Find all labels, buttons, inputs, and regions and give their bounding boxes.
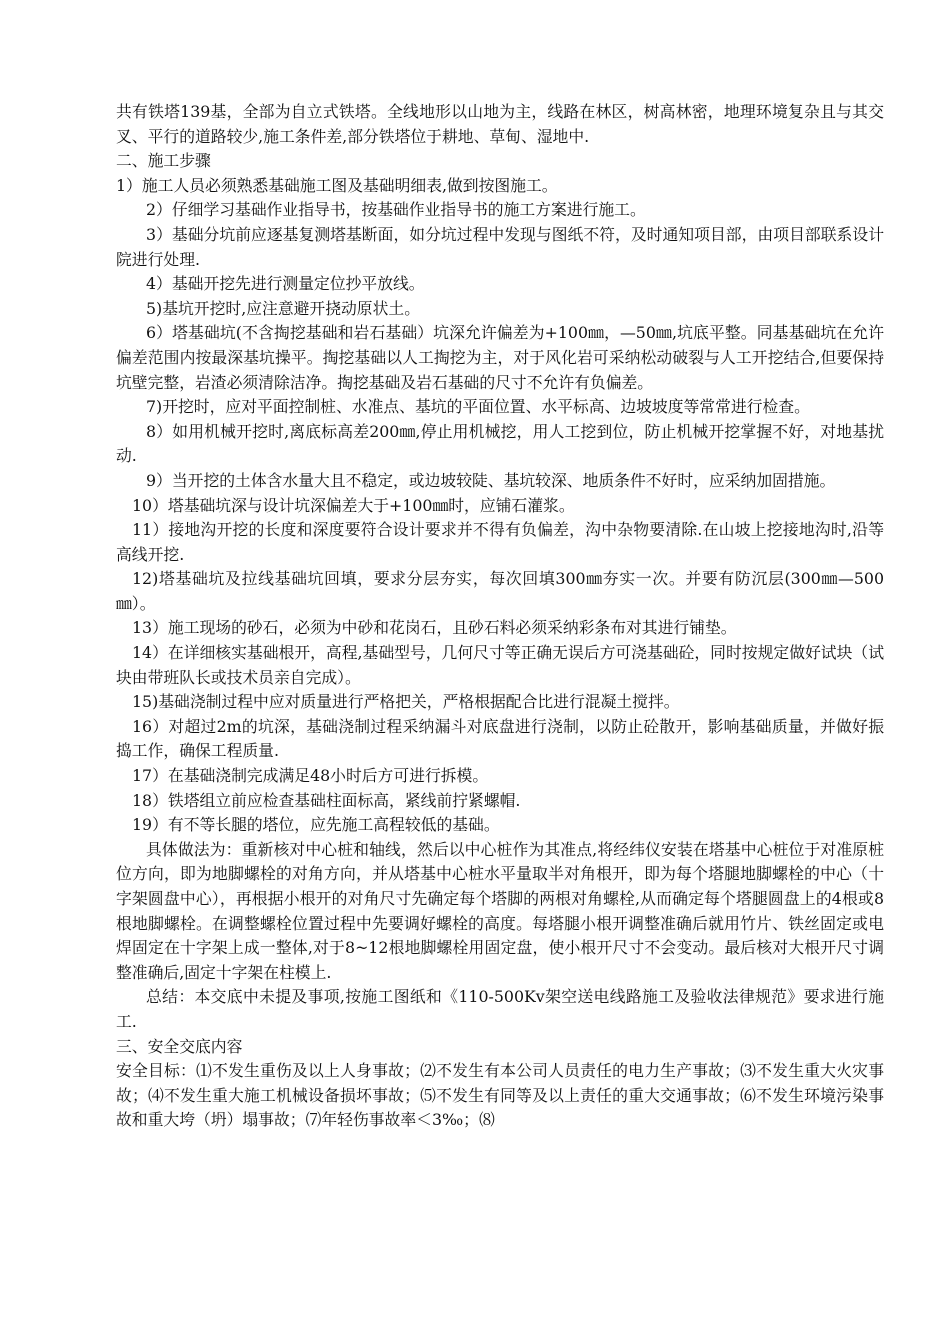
step-1: 1）施工人员必须熟悉基础施工图及基础明细表,做到按图施工。: [116, 175, 558, 195]
summary-paragraph: 总结：本交底中未提及事项,按施工图纸和《110-500Kv架空送电线路施工及验收法律规范》要求进行施工.: [116, 987, 884, 1031]
step-16: 16）对超过2m的坑深，基础浇制过程采纳漏斗对底盘进行浇制，以防止砼散开，影响基础质量，并做好振捣工作，确保工程质量.: [116, 716, 884, 761]
step-4: 4）基础开挖先进行测量定位抄平放线。: [146, 274, 425, 294]
step-10: 10）塔基础坑深与设计坑深偏差大于+100㎜时，应铺石灌浆。: [132, 495, 575, 515]
step-17: 17）在基础浇制完成满足48小时后方可进行拆模。: [132, 766, 489, 786]
step-5: 5)基坑开挖时,应注意避开挠动原状土。: [146, 298, 420, 318]
specific-method-paragraph: 具体做法为：重新核对中心桩和轴线，然后以中心桩作为其准点,将经纬仪安装在塔基中心桩位于对准原桩位方向，即为地脚螺栓的对角方向，并从塔基中心桩水平量取半对角根开，即为每个塔腿地脚螺栓的中心（十字架圆盘中心），再根据小根开的对角尺寸先确定每个塔脚的两根对角螺栓,从而确定每个塔腿圆盘上的4根或8根地脚螺栓。在调整螺栓位置过程中先要调好螺栓的高度。每塔腿小根开调整准确后就用竹片、铁丝固定或电焊固定在十字架上成一整体,对于8~12根地脚螺栓用固定盘，使小根开尺寸不会变动。最后核对大根开尺寸调整准确后,固定十字架在柱模上.: [116, 839, 884, 982]
step-15: 15)基础浇制过程中应对质量进行严格把关，严格根据配合比进行混凝土搅拌。: [132, 692, 680, 712]
step-3: 3）基础分坑前应逐基复测塔基断面，如分坑过程中发现与图纸不符，及时通知项目部，由项目部联系设计院进行处理.: [116, 224, 884, 269]
section-heading-construction-steps: 二、施工步骤: [116, 151, 211, 171]
intro-paragraph: 共有铁塔139基，全部为自立式铁塔。全线地形以山地为主，线路在林区，树高林密，地理环境复杂且与其交叉、平行的道路较少,施工条件差,部分铁塔位于耕地、草甸、湿地中.: [116, 102, 884, 146]
step-7: 7)开挖时，应对平面控制桩、水准点、基坑的平面位置、水平标高、边坡坡度等常常进行检查。: [146, 397, 810, 417]
step-11: 11）接地沟开挖的长度和深度要符合设计要求并不得有负偏差，沟中杂物要清除.在山坡上挖接地沟时,沿等高线开挖.: [116, 520, 884, 564]
step-8: 8）如用机械开挖时,离底标高差200㎜,停止用机械挖，用人工挖到位，防止机械开挖掌握不好，对地基扰动.: [116, 421, 884, 466]
step-12: 12)塔基础坑及拉线基础坑回填，要求分层夯实，每次回填300㎜夯实一次。并要有防沉层(300㎜—500㎜）。: [116, 569, 884, 613]
step-13: 13）施工现场的砂石，必须为中砂和花岗石，且砂石料必须采纳彩条布对其进行铺垫。: [132, 618, 737, 638]
section-heading-safety: 三、安全交底内容: [116, 1036, 243, 1056]
step-6: 6）塔基础坑(不含掏挖基础和岩石基础）坑深允许偏差为+100㎜，—50㎜,坑底平整。同基基础坑在允许偏差范围内按最深基坑操平。掏挖基础以人工掏挖为主，对于风化岩可采纳松动破裂与人工开挖结合,但要保持坑壁完整，岩渣必须清除洁净。掏挖基础及岩石基础的尺寸不允许有负偏差。: [116, 323, 884, 392]
step-18: 18）铁塔组立前应检查基础柱面标高，紧线前拧紧螺帽.: [132, 790, 521, 810]
safety-goals-paragraph: 安全目标：⑴不发生重伤及以上人身事故；⑵不发生有本公司人员责任的电力生产事故；⑶不发生重大火灾事故；⑷不发生重大施工机械设备损坏事故；⑸不发生有同等及以上责任的重大交通事故；⑹不发生环境污染事故和重大垮（坍）塌事故；⑺年轻伤事故率＜3‰；⑻: [116, 1061, 884, 1130]
step-19: 19）有不等长腿的塔位，应先施工高程较低的基础。: [132, 815, 500, 835]
step-14: 14）在详细核实基础根开，高程,基础型号，几何尺寸等正确无误后方可浇基础砼，同时按规定做好试块（试块由带班队长或技术员亲自完成）。: [116, 643, 884, 687]
step-9: 9）当开挖的土体含水量大且不稳定，或边坡较陡、基坑较深、地质条件不好时，应采纳加固措施。: [146, 470, 836, 490]
step-2: 2）仔细学习基础作业指导书，按基础作业指导书的施工方案进行施工。: [146, 200, 646, 220]
document-body: [116, 100, 884, 1133]
